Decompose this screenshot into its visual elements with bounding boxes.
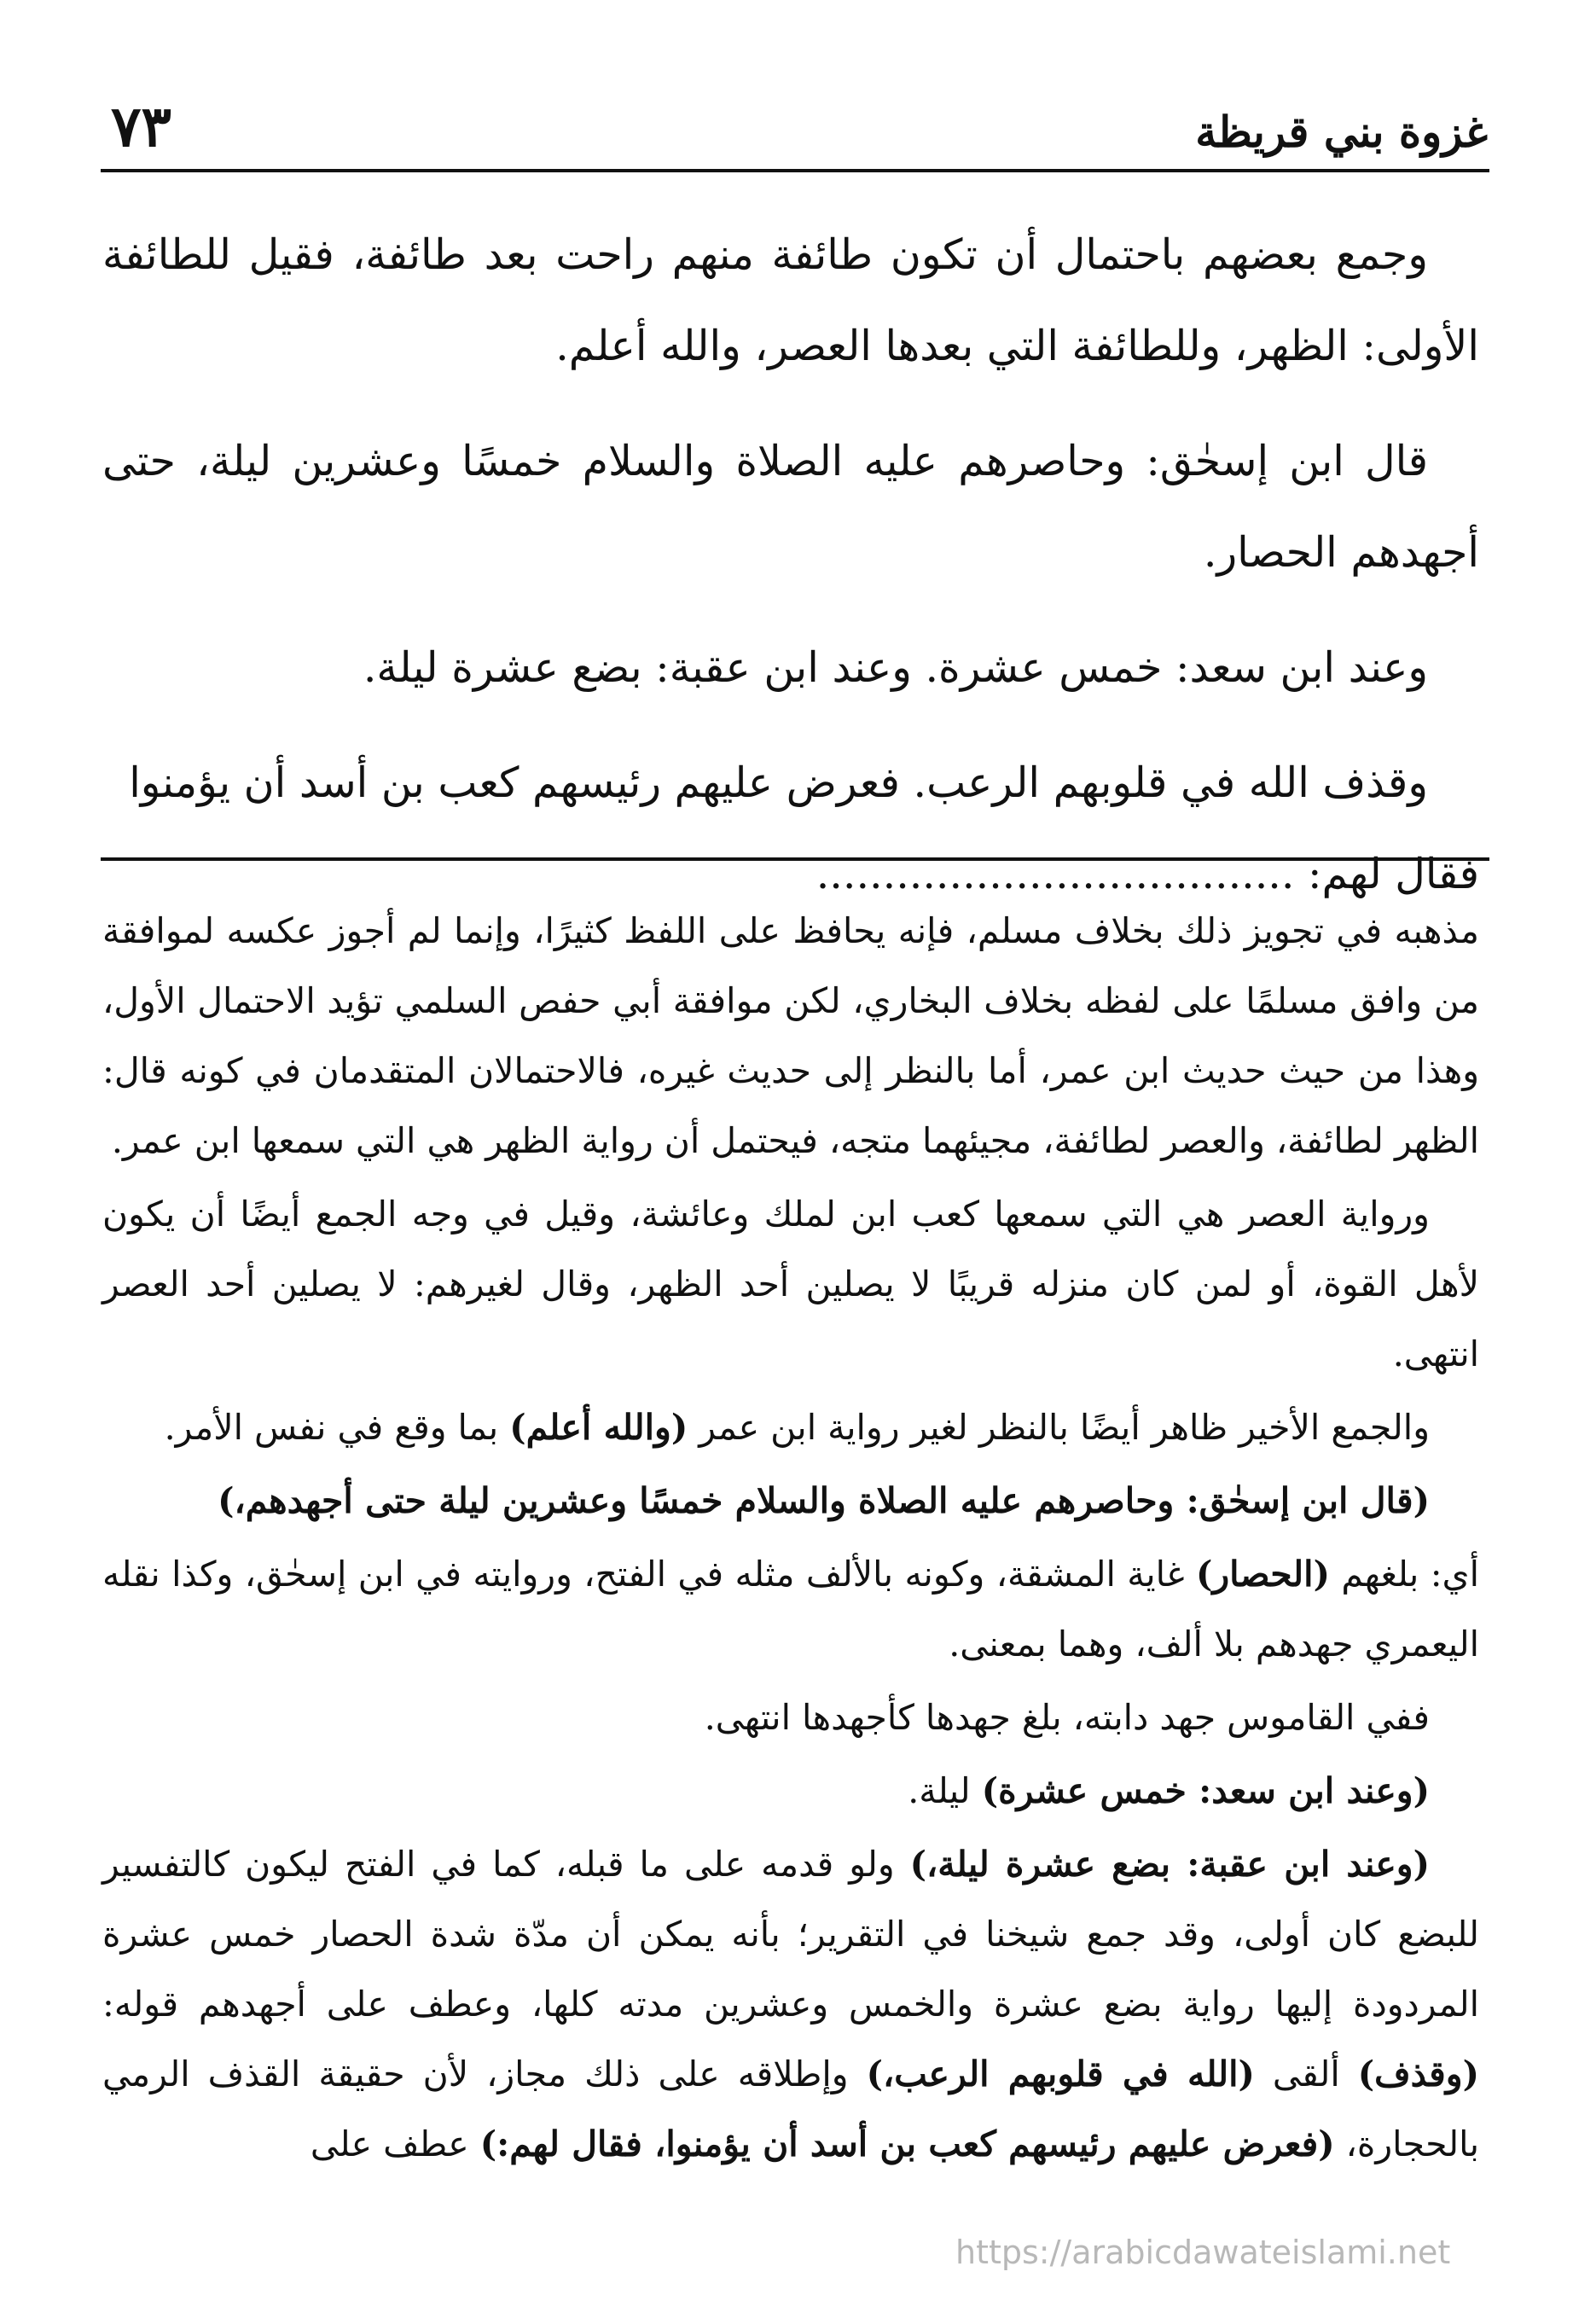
main-text: [102, 209, 1479, 944]
commentary-paragraph: ورواية العصر هي التي سمعها كعب ابن لملك وعائشة، وقيل في وجه الجمع أيضًا أن يكون لأهل القوة، أو لمن كان منزله قريبًا لا يصلين أحد الظهر، وقال لغيرهم: لا يصلين أحد العصر انتهى.: [102, 1194, 1479, 1374]
page-number: ٧٣: [111, 93, 171, 160]
quoted-text: (وعند ابن عقبة: بضع عشرة ليلة،): [909, 1844, 1430, 1885]
plain-text: والجمع الأخير ظاهر أيضًا بالنظر لغير رواية ابن عمر: [688, 1407, 1430, 1448]
main-paragraph-text: وقذف الله في قلوبهم الرعب. فعرض عليهم رئيسهم كعب بن أسد أن يؤمنوا فقال لهم:: [129, 758, 1479, 898]
quoted-text: (قال ابن إسحٰق: وحاصرهم عليه الصلاة والسلام خمسًا وعشرين ليلة حتى أجهدهم،): [218, 1480, 1430, 1521]
chapter-title: غزوة بني قريظة: [1195, 107, 1488, 157]
main-paragraph: [102, 737, 1479, 920]
commentary-paragraph: [102, 1466, 1479, 1536]
plain-text: ألقى: [1254, 2054, 1358, 2095]
quoted-text: (وعند ابن سعد: خمس عشرة): [981, 1770, 1430, 1811]
quoted-text: (فعرض عليهم رئيسهم كعب بن أسد أن يؤمنوا، فقال لهم:): [479, 2124, 1335, 2164]
main-paragraph: وجمع بعضهم باحتمال أن تكون طائفة منهم راحت بعد طائفة، فقيل للطائفة الأولى: الظهر، وللطائفة التي بعدها العصر، والله أعلم.: [102, 230, 1479, 370]
commentary-paragraph: مذهبه في تجويز ذلك بخلاف مسلم، فإنه يحافظ على اللفظ كثيرًا، وإنما لم أجوز عكسه لموافقة من وافق مسلمًا على لفظه بخلاف البخاري، لكن موافقة أبي حفص السلمي تؤيد الاحتمال الأول، وهذا من حيث حديث ابن عمر، أما بالنظر إلى حديث غيره، فالاحتمالان المتقدمان في كونه قال: الظهر لطائفة، والعصر لطائفة، مجيئهما متجه، فيحتمل أن رواية الظهر هي التي سمعها ابن عمر.: [102, 910, 1479, 1161]
commentary-paragraph: ففي القاموس جهد دابته، بلغ جهدها كأجهدها انتهى.: [704, 1697, 1430, 1738]
header-rule: [101, 169, 1489, 172]
commentary-paragraph: [102, 1829, 1479, 2179]
commentary-text: [102, 896, 1479, 2182]
page-header: [102, 81, 1488, 166]
main-paragraph: وعند ابن سعد: خمس عشرة. وعند ابن عقبة: بضع عشرة ليلة.: [363, 643, 1428, 692]
plain-text: ولو قدمه على ما قبله، كما في الفتح ليكون كالتفسير للبضع كان أولى، وقد جمع شيخنا في التقرير؛ بأنه يمكن أن مدّة شدة الحصار خمس عشرة المردودة إليها رواية بضع عشرة والخمس وعشرين مدته كلها، وعطف على أجهدهم قوله:: [102, 1844, 1479, 2025]
plain-text: وإطلاقه على ذلك مجاز، لأن حقيقة القذف الرمي بالحجارة،: [102, 2054, 1479, 2164]
plain-text: ليلة.: [908, 1770, 982, 1811]
commentary-paragraph: [102, 1539, 1479, 1679]
quoted-text: (الله في قلوبهم الرعب،): [866, 2054, 1255, 2095]
quoted-text: (الحصار): [1195, 1554, 1330, 1595]
plain-text: أي: بلغهم: [1329, 1554, 1480, 1595]
commentary-paragraph: [102, 1392, 1479, 1462]
plain-text: غاية المشقة، وكونه بالألف مثله في الفتح، وروايته في ابن إسحٰق، وكذا نقله اليعمري جهدهم بلا ألف، وهما بمعنى.: [102, 1554, 1479, 1665]
quoted-text: (وقذف): [1357, 2054, 1479, 2095]
watermark-url: https://arabicdawateislami.net: [955, 2234, 1451, 2271]
plain-text: عطف على: [310, 2124, 480, 2164]
plain-text: بما وقع في نفس الأمر.: [164, 1407, 510, 1448]
main-paragraph: قال ابن إسحٰق: وحاصرهم عليه الصلاة والسلام خمسًا وعشرين ليلة، حتى أجهدهم الحصار.: [102, 437, 1479, 577]
quoted-text: (والله أعلم): [509, 1407, 688, 1448]
commentary-paragraph: [102, 1756, 1479, 1826]
continuation-dots: ....................................: [816, 850, 1295, 898]
commentary-divider: [101, 857, 1489, 861]
